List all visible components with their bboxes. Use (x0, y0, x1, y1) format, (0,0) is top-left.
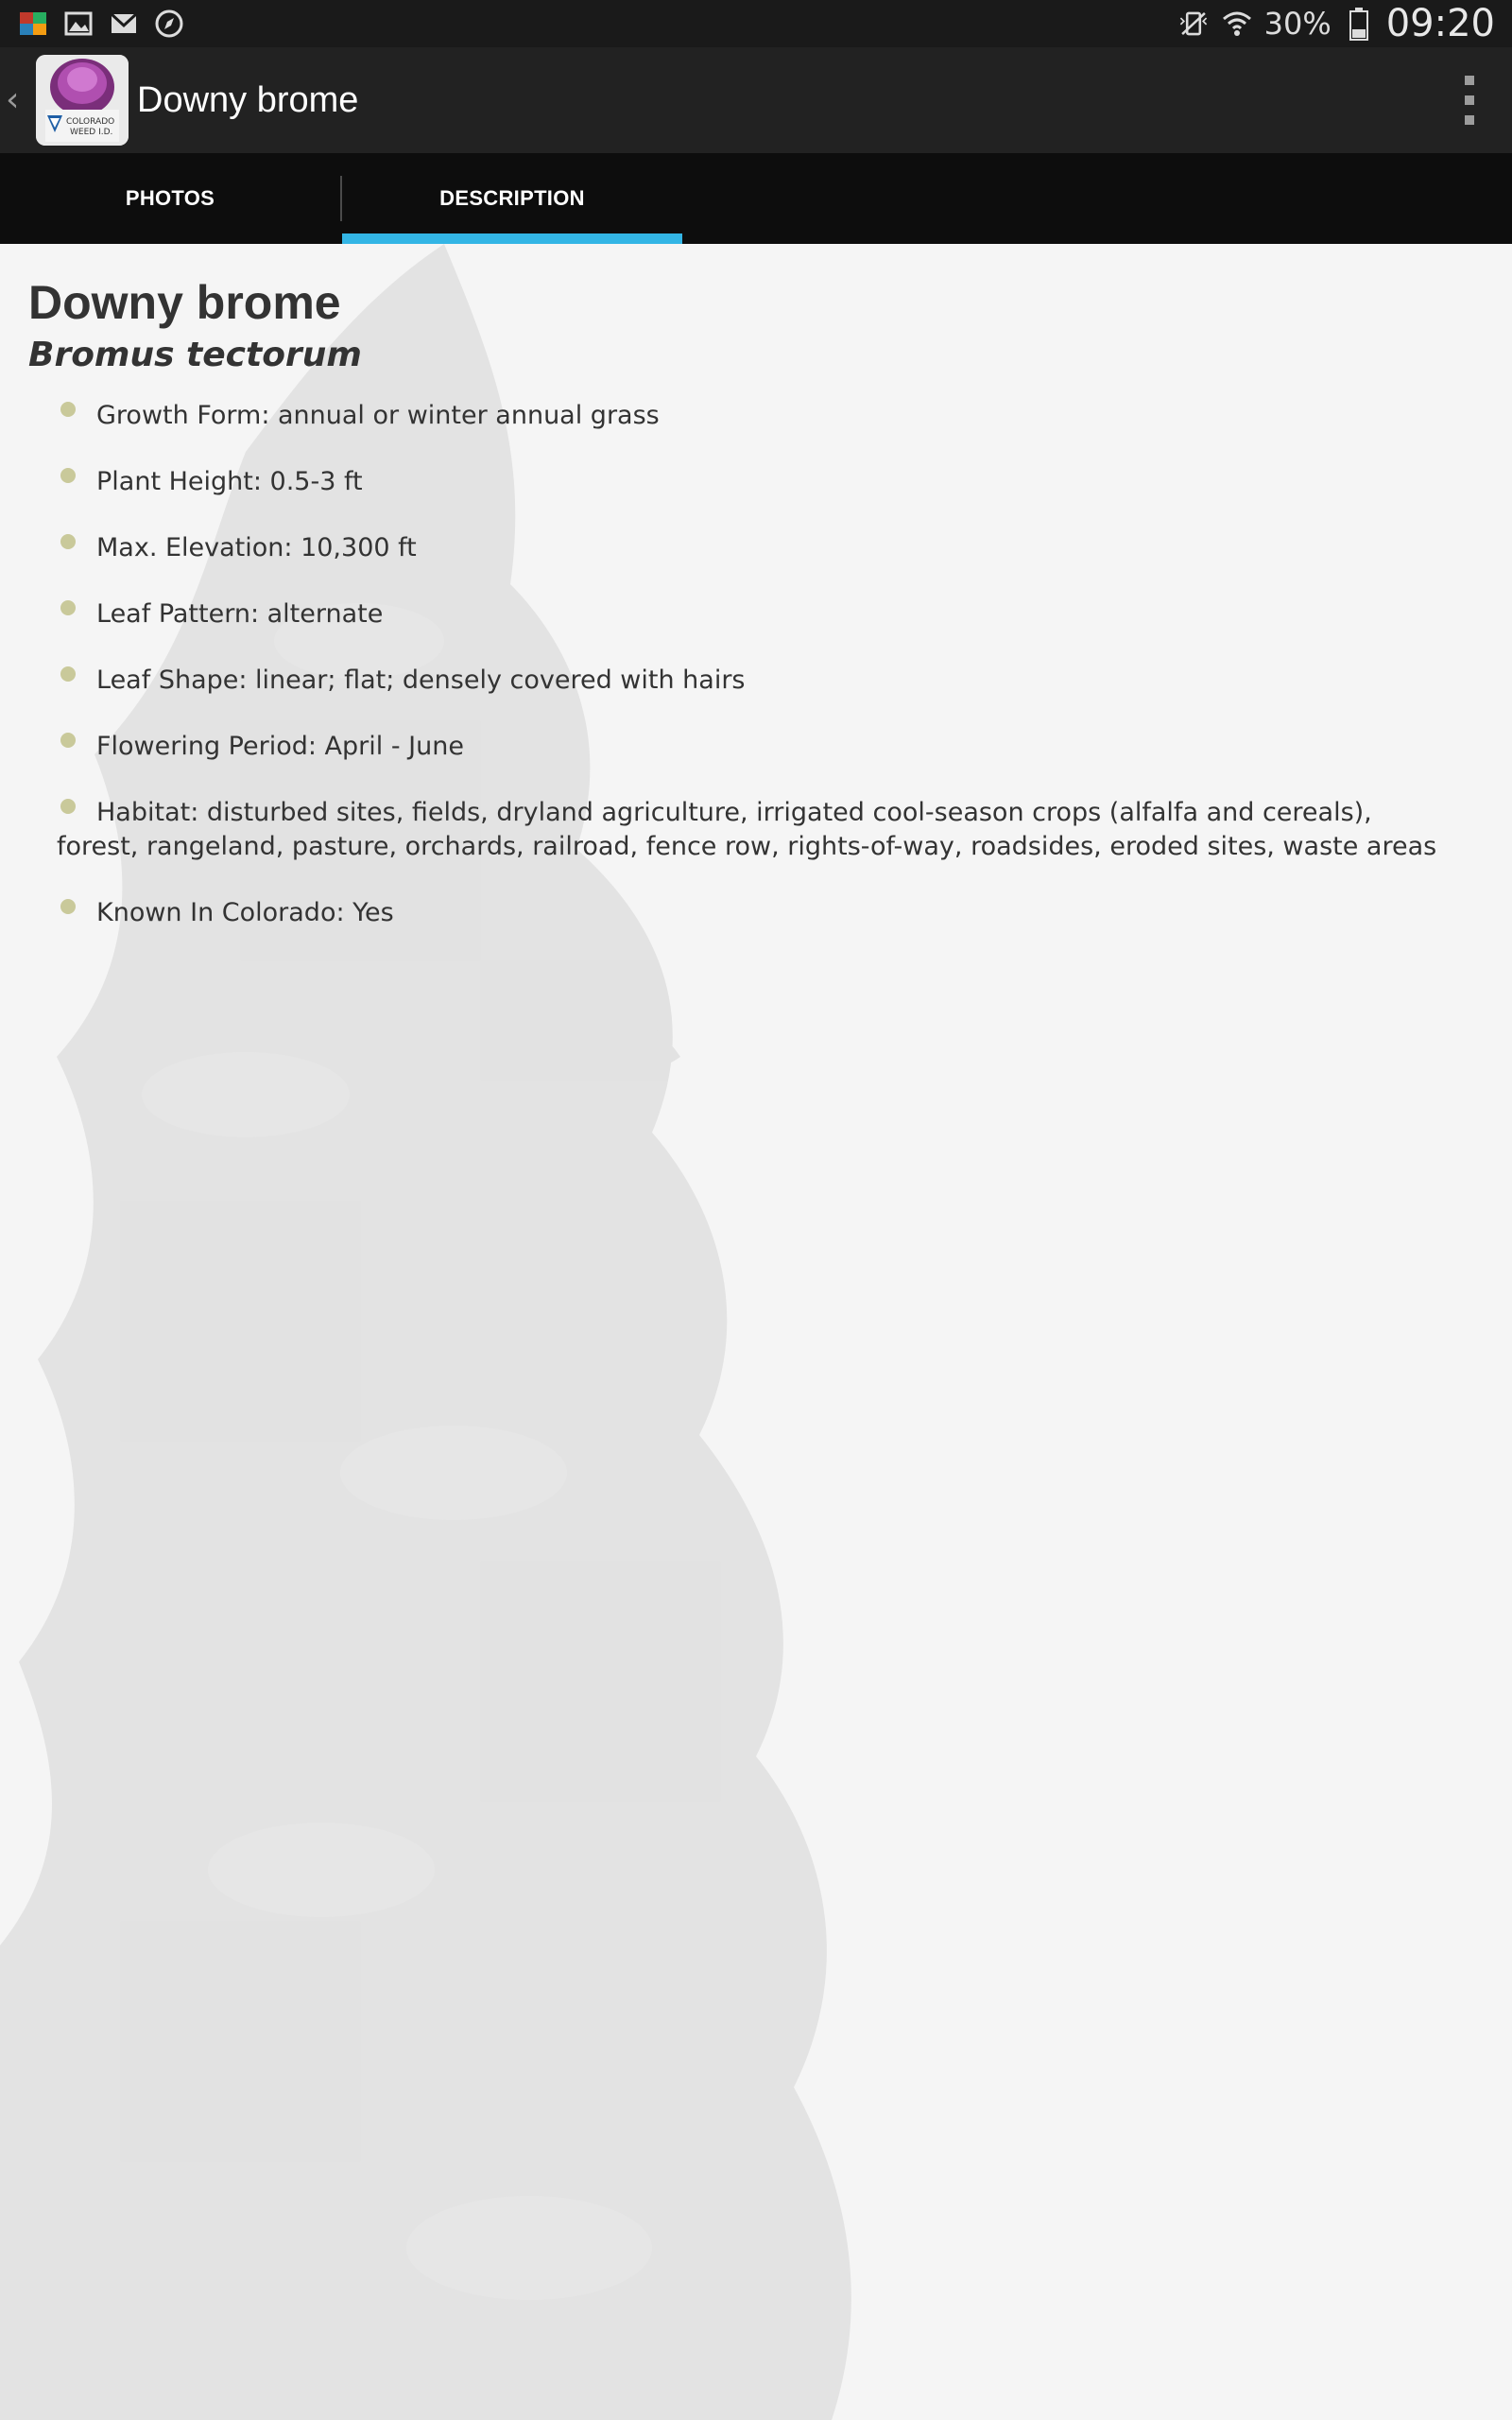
bullet-icon (60, 666, 76, 682)
fact-flowering-period (57, 730, 1455, 764)
bullet-icon (60, 534, 76, 549)
clock: 09:20 (1385, 2, 1495, 45)
description-page[interactable] (0, 244, 1512, 2420)
fact-text: Flowering Period: April - June (96, 732, 464, 761)
fact-plant-height (57, 465, 1455, 499)
menu-dot (1465, 76, 1474, 85)
fact-list (28, 399, 1455, 930)
fact-max-elevation (57, 531, 1455, 565)
svg-text:WEED I.D.: WEED I.D. (70, 128, 113, 137)
bullet-icon (60, 402, 76, 417)
fact-text: Known In Colorado: Yes (96, 898, 394, 927)
fact-growth-form (57, 399, 1455, 433)
fact-known-in-colorado (57, 896, 1455, 930)
app-title: Downy brome (137, 80, 359, 120)
battery-percent: 30% (1263, 6, 1332, 42)
bullet-icon (60, 899, 76, 914)
back-chevron-icon[interactable]: ‹ (6, 80, 20, 119)
menu-dot (1465, 115, 1474, 125)
fact-habitat (57, 796, 1455, 864)
tab-selected-indicator (342, 233, 682, 244)
action-bar (0, 47, 1512, 153)
fact-text: Max. Elevation: 10,300 ft (96, 533, 417, 562)
gallery-icon (17, 8, 49, 40)
tab-bar (0, 153, 1512, 244)
menu-dot (1465, 95, 1474, 105)
compass-icon (153, 8, 185, 40)
description-text (28, 276, 1484, 962)
tab-description[interactable]: DESCRIPTION (439, 186, 585, 210)
bullet-icon (60, 600, 76, 615)
bullet-icon (60, 468, 76, 483)
notification-icons (17, 8, 185, 40)
mute-icon (1177, 8, 1210, 40)
fact-text: Leaf Pattern: alternate (96, 599, 384, 629)
fact-text: Plant Height: 0.5-3 ft (96, 467, 363, 496)
fact-text: Leaf Shape: linear; flat; densely covered with hairs (96, 666, 746, 695)
bullet-icon (60, 733, 76, 748)
photo-icon (62, 8, 94, 40)
tab-photos[interactable]: PHOTOS (125, 186, 215, 210)
gmail-icon (108, 8, 140, 40)
system-indicators (1177, 0, 1495, 47)
fact-text: Growth Form: annual or winter annual grass (96, 401, 660, 430)
status-bar (0, 0, 1512, 47)
common-name: Downy brome (28, 276, 341, 329)
bullet-icon (60, 799, 76, 814)
scientific-name: Bromus tectorum (28, 336, 362, 374)
fact-leaf-pattern (57, 597, 1455, 631)
overflow-menu-icon[interactable] (1446, 76, 1493, 125)
battery-icon (1343, 8, 1375, 40)
app-logo[interactable] (36, 55, 129, 146)
svg-text:COLORADO: COLORADO (66, 117, 115, 127)
fact-text: Habitat: disturbed sites, fields, dryland agriculture, irrigated cool-season crops (alfalfa and cereals), forest, rangeland, pasture, orchards, railroad, fence row, rights-of-way, roadsides, eroded sites, waste areas (57, 798, 1437, 861)
fact-leaf-shape (57, 664, 1455, 698)
wifi-icon (1221, 8, 1253, 40)
